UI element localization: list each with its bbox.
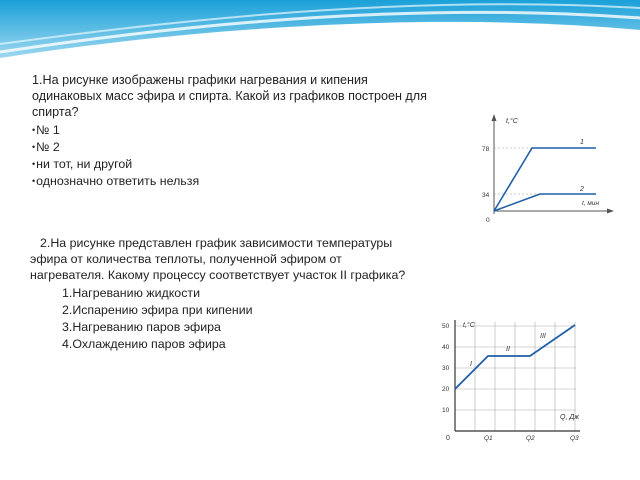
x-tick-label: Q1 <box>484 435 493 442</box>
x-axis-label: Q, Дж <box>560 414 580 421</box>
question-2 <box>30 235 470 353</box>
question-2-line: эфира от количества теплоты, полученной эфиром от <box>30 252 342 266</box>
answer-option[interactable]: • ни тот, ни другой <box>32 156 482 173</box>
x-tick-label: Q3 <box>570 435 579 442</box>
y-axis-label: t,°С <box>506 118 518 125</box>
segment-label: III <box>540 333 546 340</box>
question-2-line: 2.На рисунке представлен график зависимости температуры <box>40 236 393 250</box>
y-tick-label: 10 <box>442 407 450 414</box>
grid <box>455 322 576 431</box>
answer-option[interactable]: 3.Нагреванию паров эфира <box>62 320 221 334</box>
y-tick-label: 40 <box>442 344 450 351</box>
y-tick-label: 50 <box>442 323 450 330</box>
origin-label: 0 <box>486 217 490 224</box>
answer-option[interactable]: 4.Охлаждению паров эфира <box>62 337 226 351</box>
x-axis-label: t, мин <box>582 200 600 207</box>
y-tick-label: 78 <box>482 146 490 153</box>
line-label: 2 <box>580 186 584 193</box>
answer-option[interactable]: 2.Испарению эфира при кипении <box>62 303 253 317</box>
origin-label: 0 <box>446 435 450 442</box>
x-axis-arrow <box>607 209 614 214</box>
y-tick-label: 20 <box>442 386 450 393</box>
question-2-line: нагревателя. Какому процессу соответствует участок II графика? <box>30 268 406 282</box>
question-1 <box>32 72 482 190</box>
x-tick-label: Q2 <box>526 435 535 442</box>
graph-line-1 <box>494 148 596 211</box>
graph-line-2 <box>494 194 596 211</box>
segment-label: II <box>506 346 510 353</box>
answer-option[interactable]: 1.Нагреванию жидкости <box>62 286 200 300</box>
graph-1 <box>478 114 618 230</box>
question-1-line: одинаковых масс эфира и спирта. Какой из графиков построен для <box>32 89 427 103</box>
graph-2 <box>440 314 590 444</box>
line-label: 1 <box>580 139 584 146</box>
y-axis-arrow <box>492 114 497 121</box>
question-1-options <box>32 122 482 190</box>
y-axis-label: t,°С <box>463 322 475 329</box>
answer-option[interactable]: • № 2 <box>32 139 482 156</box>
question-1-line: спирта? <box>32 105 79 119</box>
y-tick-label: 34 <box>482 192 490 199</box>
y-tick-label: 30 <box>442 365 450 372</box>
segment-label: I <box>470 361 472 368</box>
answer-option[interactable]: • однозначно ответить нельзя <box>32 173 482 190</box>
question-2-options <box>30 285 470 353</box>
answer-option[interactable]: • № 1 <box>32 122 482 139</box>
header-banner <box>0 0 640 72</box>
question-1-line: 1.На рисунке изображены графики нагревания и кипения <box>32 73 368 87</box>
